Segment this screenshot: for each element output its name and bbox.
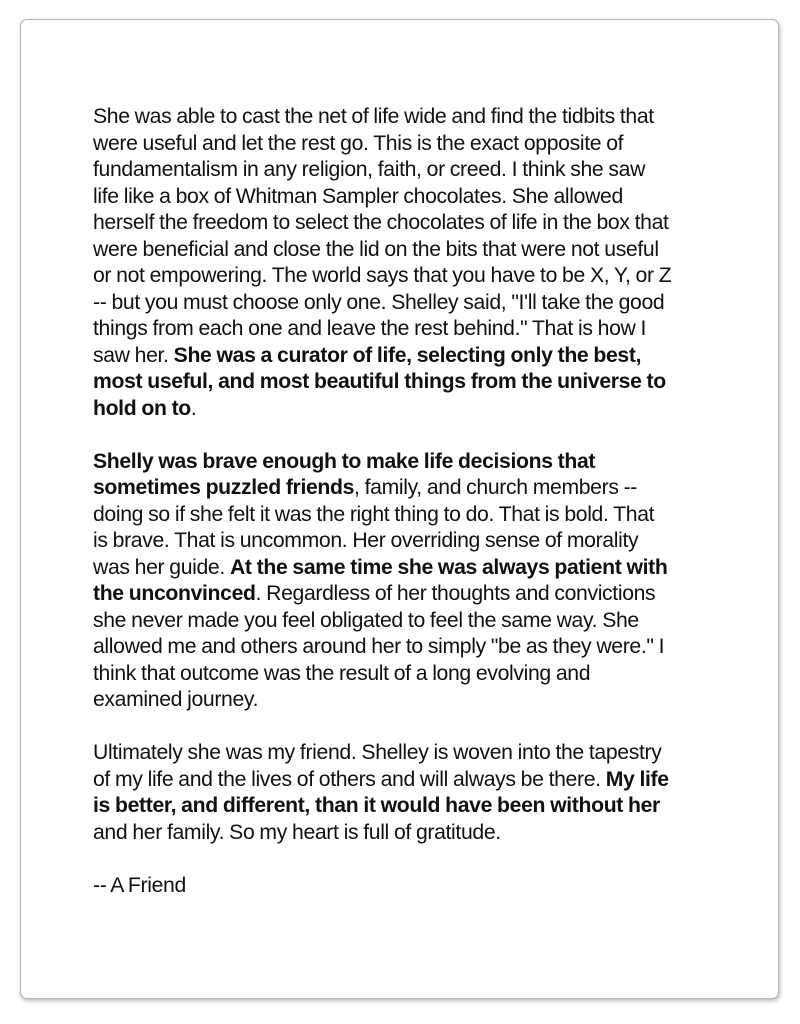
paragraph-gap [93,714,753,741]
text-line [93,661,753,688]
text-run: saw her. [93,343,174,367]
text-run: was her guide. [93,555,230,579]
signature [93,873,753,900]
text-run: or not empowering. The world says that you have to be X, Y, or Z [93,264,672,287]
text-line [93,528,753,555]
text-line [93,449,753,476]
bold-text: the unconvinced [93,582,256,605]
text-line [93,608,753,635]
bold-text: sometimes puzzled friends [93,476,355,499]
text-run: herself the freedom to select the chocolates of life in the box that [93,211,669,234]
text-line [93,502,753,529]
bold-text: hold on to [93,396,191,420]
bold-text: My life [605,767,669,791]
text-line [93,873,753,900]
text-run: . [190,396,197,420]
text-line [93,767,753,794]
text-line [93,263,753,290]
text-line [93,820,753,847]
text-line [93,475,753,502]
text-line [93,210,753,237]
text-run: fundamentalism in any religion, faith, or creed. I think she saw [93,158,646,181]
bold-text: At the same time she was always patient with [229,555,668,579]
bold-text: is better, and different, than it would have been without her [93,794,660,817]
text-line [93,184,753,211]
text-line [93,581,753,608]
text-run: is brave. That is uncommon. Her overriding sense of morality [93,529,639,552]
text-line [93,634,753,661]
text-run: doing so if she felt it was the right thing to do. That is bold. That [93,502,655,526]
bold-text: most useful, and most beautiful things from the universe to [93,370,666,393]
text-run: Ultimately she was my friend. Shelley is woven into the tapestry [93,741,662,764]
text-line [93,131,753,158]
text-run: life like a box of Whitman Sampler chocolates. She allowed [93,184,623,208]
text-run: things from each one and leave the rest behind." That is how I [93,317,647,340]
text-run: of my life and the lives of others and will always be there. [93,767,606,791]
paragraph [93,740,753,846]
text-line [93,316,753,343]
text-run: examined journey. [93,688,259,711]
text-line [93,687,753,714]
text-run: -- A Friend [93,873,186,897]
text-run: and her family. So my heart is full of gratitude. [93,820,501,844]
text-line [93,104,753,131]
text-line [93,555,753,582]
text-line [93,343,753,370]
text-run: allowed me and others around her to simply "be as they were." I [93,635,665,658]
paragraph [93,449,753,714]
text-run: She was able to cast the net of life wide and find the tidbits that [93,105,654,128]
document-body [93,104,753,899]
text-run: think that outcome was the result of a long evolving and [93,661,591,685]
text-run: she never made you feel obligated to feel the same way. She [93,608,639,632]
text-line [93,369,753,396]
text-run: -- but you must choose only one. Shelley said, "I'll take the good [93,290,665,314]
text-run: , family, and church members -- [354,476,638,499]
text-line [93,793,753,820]
text-line [93,157,753,184]
paragraph-gap [93,846,753,873]
document-card [20,19,779,999]
text-line [93,237,753,264]
text-line [93,290,753,317]
bold-text: She was a curator of life, selecting only the best, [173,343,642,367]
text-run: were useful and let the rest go. This is the exact opposite of [93,131,624,155]
bold-text: Shelly was brave enough to make life decisions that [93,449,596,473]
paragraph-gap [93,422,753,449]
text-line [93,396,753,423]
text-run: . Regardless of her thoughts and convictions [255,582,656,605]
text-run: were beneficial and close the lid on the bits that were not useful [93,237,659,261]
text-line [93,740,753,767]
paragraph [93,104,753,422]
